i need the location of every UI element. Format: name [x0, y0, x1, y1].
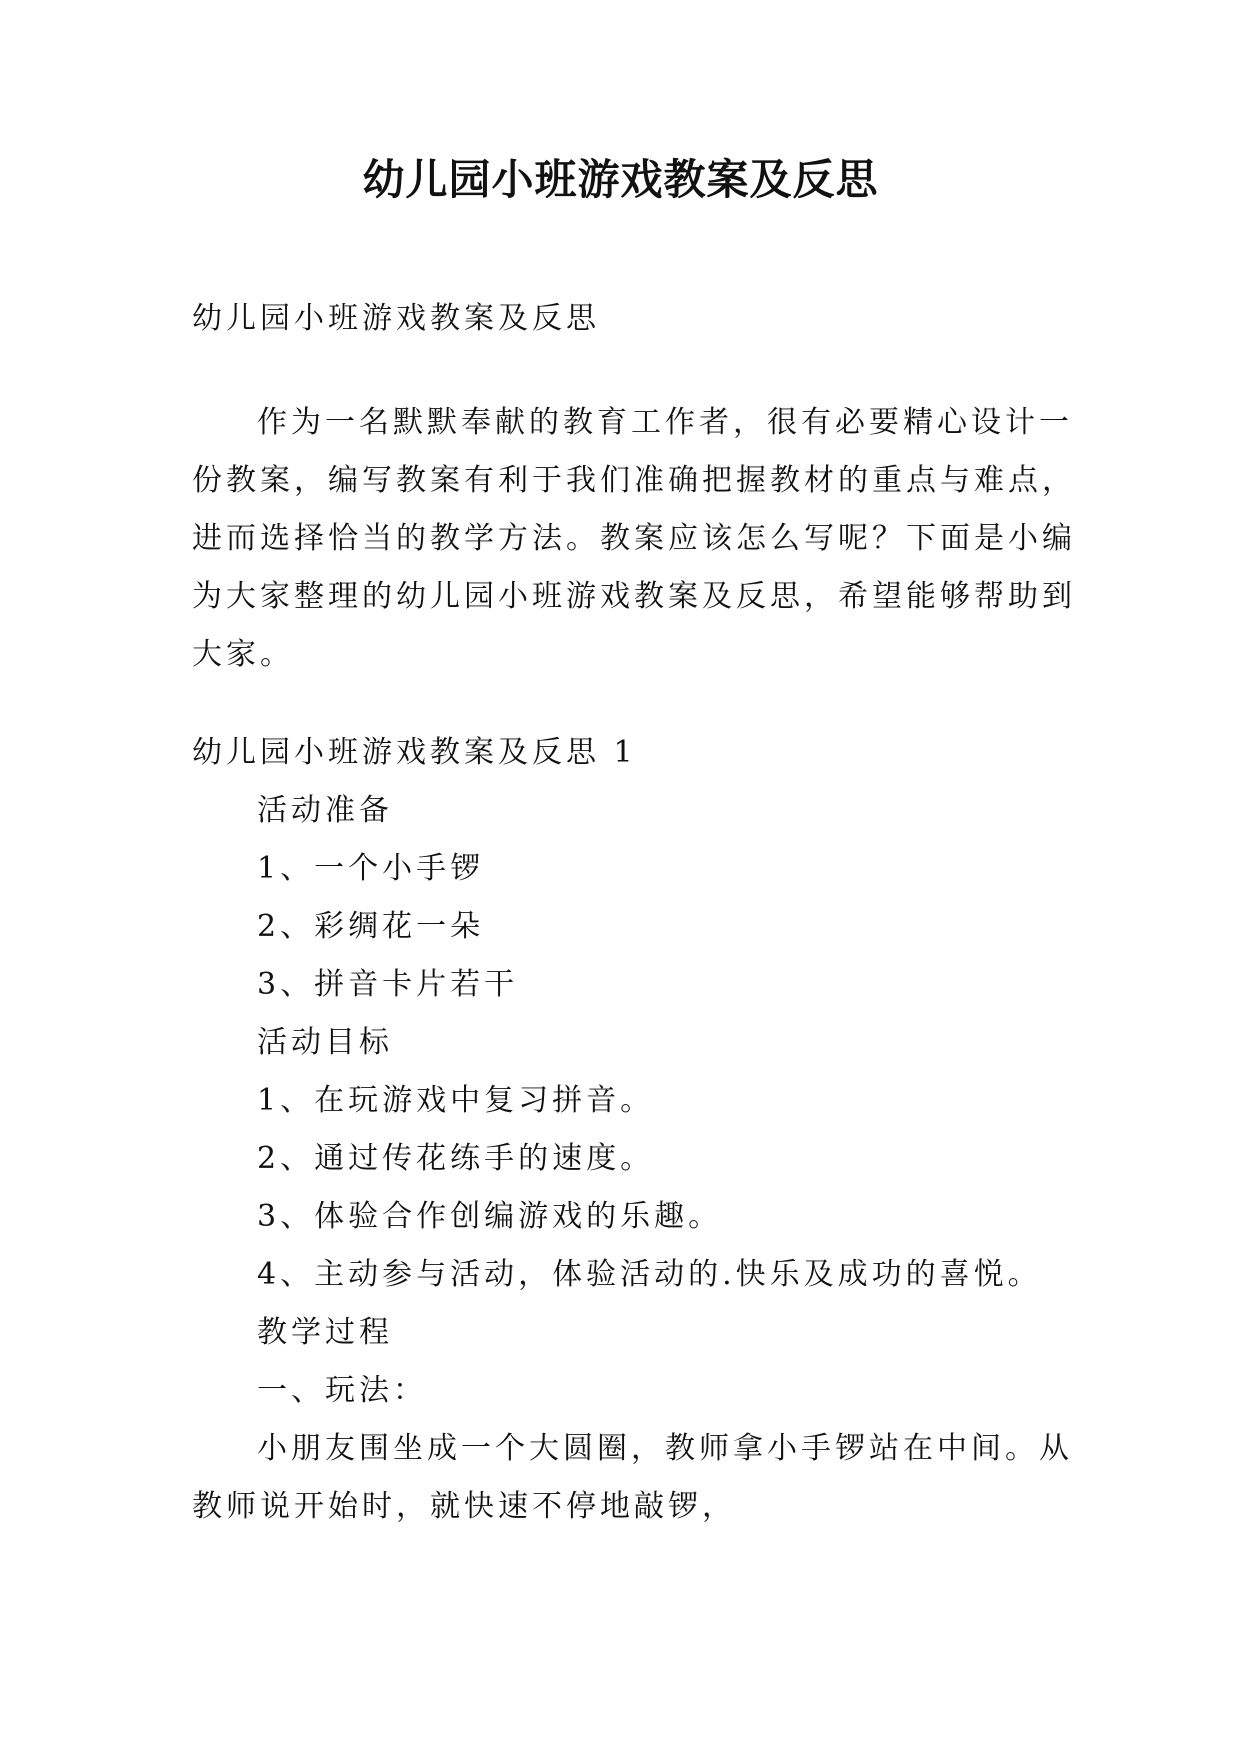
preparation-item: 3、拼音卡片若干: [257, 967, 519, 1002]
intro-line: 为大家整理的幼儿园小班游戏教案及反思，希望能够帮助到: [192, 579, 1076, 614]
document-body: [192, 290, 1076, 1536]
goal-item: 1、在玩游戏中复习拼音。: [257, 1083, 655, 1118]
process-line: 小朋友围坐成一个大圆圈，教师拿小手锣站在中间。从: [257, 1431, 1073, 1466]
process-subheading: 一、玩法：: [257, 1373, 427, 1408]
intro-line: 大家。: [192, 637, 294, 672]
goals-heading: 活动目标: [257, 1025, 393, 1060]
preparation-item: 2、彩绸花一朵: [257, 909, 485, 944]
goal-item: 4、主动参与活动，体验活动的.快乐及成功的喜悦。: [257, 1257, 1042, 1292]
preparation-item: 1、一个小手锣: [257, 851, 485, 886]
preparation-heading: 活动准备: [257, 793, 393, 828]
process-heading: 教学过程: [257, 1315, 393, 1350]
intro-paragraph: [192, 394, 1076, 684]
goal-item: 3、体验合作创编游戏的乐趣。: [257, 1199, 723, 1234]
goal-item: 2、通过传花练手的速度。: [257, 1141, 655, 1176]
intro-line: 进而选择恰当的教学方法。教案应该怎么写呢？下面是小编: [192, 521, 1076, 556]
process-line: 教师说开始时，就快速不停地敲锣，: [192, 1489, 736, 1524]
section: [192, 724, 1072, 1536]
intro-line: 份教案，编写教案有利于我们准确把握教材的重点与难点，: [192, 463, 1076, 498]
section-title: 幼儿园小班游戏教案及反思 1: [192, 735, 637, 770]
document-title: 幼儿园小班游戏教案及反思: [362, 155, 879, 204]
intro-line: 作为一名默默奉献的教育工作者，很有必要精心设计一: [257, 405, 1073, 440]
document-subtitle: 幼儿园小班游戏教案及反思: [192, 301, 600, 336]
